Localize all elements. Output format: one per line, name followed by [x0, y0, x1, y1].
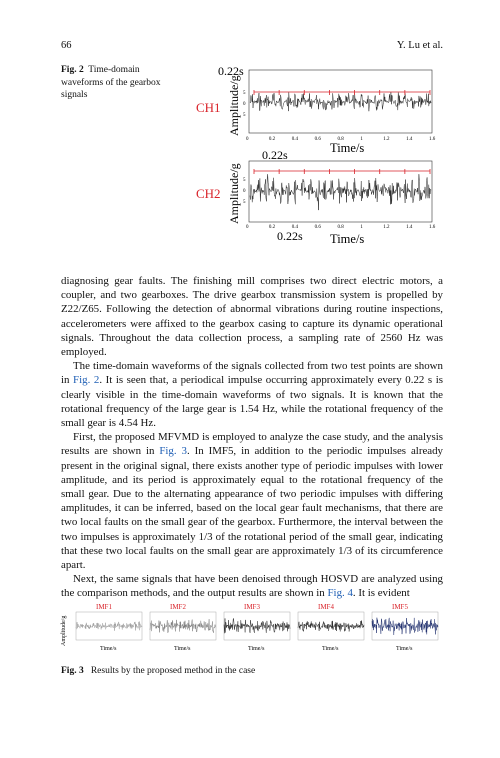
x-tick-label: 0 — [246, 137, 249, 142]
imf-panel — [372, 603, 438, 652]
imf-waveform — [372, 618, 438, 635]
y-tick-label: 5 — [243, 113, 246, 118]
figure3-label: Fig. 3 — [61, 666, 84, 676]
imf-xlabel: Time/s — [248, 646, 265, 652]
figure2-label: Fig. 2 — [61, 65, 84, 75]
ch1-channel-label: CH1 — [196, 100, 221, 115]
paragraph-text: diagnosing gear faults. The finishing mill comprises two direct electric motors, a coupler, and two gearboxes. The drive gearbox transmission system is propelled by Z22/Z65. Following the detection of abnormal vibrations during routine inspections, accelerometers were affixed to the gearbox casing to capture its dynamic operational signals. Throughout the data collection process, a sampling rate of 2560 Hz was employed. — [61, 275, 443, 359]
y-tick-label: 5 — [243, 91, 246, 96]
imf-xlabel: Time/s — [100, 646, 117, 652]
paragraph-text: . It is seen that, a periodical impulse occurring approximately every 0.22 s is clearly visible in the time-domain waveforms of two signals. It is known that the rotational frequency of the large gear is 1.54 Hz, while the rotational frequency of the small gear is 4.54 Hz. — [61, 374, 443, 430]
paragraph — [61, 430, 443, 572]
imf-panel — [224, 603, 290, 652]
ch2-period-label-bottom: 0.22s — [277, 229, 303, 243]
imf-xlabel: Time/s — [396, 646, 413, 652]
x-tick-label: 0.4 — [291, 225, 298, 230]
imf-xlabel: Time/s — [174, 646, 191, 652]
imf-panel — [150, 603, 216, 652]
figure-reference-link[interactable]: Fig. 3 — [159, 445, 187, 458]
imf-xlabel: Time/s — [322, 646, 339, 652]
x-tick-label: 0.8 — [337, 137, 344, 142]
x-tick-label: 1.6 — [429, 225, 436, 230]
y-tick-label: 0 — [243, 102, 246, 107]
ch2-xlabel: Time/s — [330, 232, 365, 246]
figure3-graphic — [56, 600, 446, 660]
ch1-ylabel: Amplitude/g — [227, 75, 241, 136]
paragraph-text: Next, the same signals that have been denoised through HOSVD are analyzed using the comparison methods, and the output results are shown in — [61, 573, 443, 600]
ch2-waveform — [250, 174, 431, 210]
figure3-caption-text: Results by the proposed method in the case — [90, 666, 256, 676]
x-tick-label: 1.2 — [383, 225, 390, 230]
figure2-graphic — [190, 58, 445, 250]
ch1-waveform — [250, 92, 431, 111]
body-text — [61, 274, 443, 601]
ch2-ylabel: Amplitude/g — [227, 163, 241, 224]
x-tick-label: 0.6 — [314, 225, 321, 230]
imf-waveform — [224, 618, 290, 633]
y-tick-label: 5 — [243, 200, 246, 205]
imf-panel — [298, 603, 364, 652]
ch1-xlabel: Time/s — [330, 141, 365, 155]
ch2-panel — [196, 148, 436, 246]
x-tick-label: 1.2 — [383, 137, 390, 142]
x-tick-label: 1.4 — [406, 137, 413, 142]
figure-reference-link[interactable]: Fig. 4 — [327, 587, 353, 600]
paragraph — [61, 359, 443, 430]
x-tick-label: 1.6 — [429, 137, 436, 142]
y-tick-label: 5 — [243, 178, 246, 183]
paragraph-text: . In IMF5, in addition to the periodic impulses already present in the original signal, there exists another type of periodic impulses with lower amplitude, and its period is approximately equal to the rotational frequency of the small gear. Due to the alternating appearance of two periodic impulses with differing amplitudes, it can be inferred, based on the local gear fault mechanisms, that there are two local faults on the small gear of the gearbox. Furthermore, the interval between the two impulses is approximately 1/3 of the rotational period of the small gear, indicating that these two local faults on the small gear are approximately 1/3 of its circumference apart. — [61, 445, 443, 572]
imf-title: IMF4 — [318, 603, 334, 611]
paragraph-text: The time-domain waveforms of the signals collected from two test points are shown in — [61, 360, 443, 387]
imf-title: IMF3 — [244, 603, 260, 611]
ch1-panel — [196, 64, 436, 155]
imf-title: IMF2 — [170, 603, 186, 611]
paragraph — [61, 274, 443, 359]
x-tick-label: 1 — [360, 137, 363, 142]
running-title: Y. Lu et al. — [396, 40, 443, 51]
figure2-caption-text: Time-domain waveforms of the gearbox signals — [61, 65, 161, 100]
x-tick-label: 0.2 — [268, 225, 276, 230]
paragraph — [61, 572, 443, 600]
x-tick-label: 0 — [246, 225, 249, 230]
x-tick-label: 1 — [360, 225, 363, 230]
page-number: 66 — [61, 40, 72, 51]
imf-waveform — [298, 621, 364, 632]
ch2-period-label: 0.22s — [262, 148, 288, 162]
x-tick-label: 0.6 — [314, 137, 321, 142]
x-tick-label: 1.4 — [406, 225, 413, 230]
figure3-caption — [61, 665, 255, 678]
imf-panel — [76, 603, 142, 652]
x-tick-label: 0.4 — [291, 137, 298, 142]
ch2-channel-label: CH2 — [196, 186, 221, 201]
imf-waveform — [150, 619, 216, 633]
x-tick-label: 0.8 — [337, 225, 344, 230]
imf-waveform — [76, 622, 142, 631]
y-tick-label: 0 — [243, 189, 246, 194]
imf-title: IMF1 — [96, 603, 112, 611]
imf-title: IMF5 — [392, 603, 408, 611]
ch1-period-label: 0.22s — [218, 64, 244, 78]
figure-reference-link[interactable]: Fig. 2 — [73, 374, 100, 387]
figure3-ylabel: Amplitude/g — [61, 615, 67, 646]
x-tick-label: 0.2 — [268, 137, 276, 142]
figure2-caption — [61, 64, 179, 102]
paragraph-text: First, the proposed MFVMD is employed to analyze the case study, and the analysis results are shown in — [61, 431, 443, 458]
paragraph-text: . It is evident — [352, 587, 410, 600]
